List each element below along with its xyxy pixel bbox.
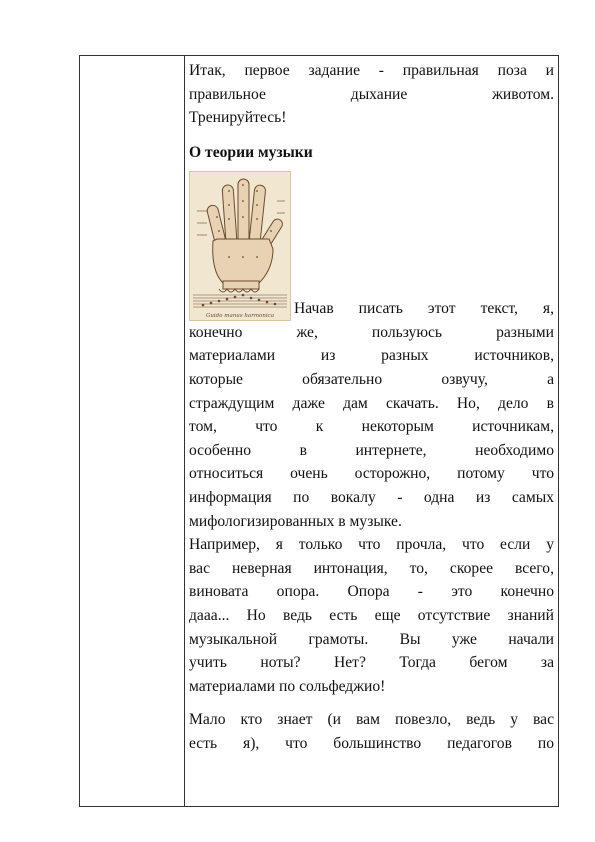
text-line: виновата опора. Опора - это конечно [189, 583, 554, 601]
paragraph-example [189, 533, 554, 698]
text-line: правильное дыхание животом. [189, 85, 554, 103]
text-line: материалами из разных источников, [189, 347, 554, 365]
section-heading: О теории музыки [189, 143, 313, 161]
text-line: Итак, первое задание - правильная поза и [189, 62, 554, 79]
text-line: дааа... Но ведь есть еще отсутствие знаний [189, 606, 554, 624]
text-line: страждущим даже дам скачать. Но, дело в [189, 394, 554, 412]
guidonian-hand-icon [189, 171, 291, 321]
text-line: том, что к некоторым источникам, [189, 418, 554, 436]
paragraph-teachers [189, 708, 554, 755]
text-line: учить ноты? Нет? Тогда бегом за [189, 654, 554, 672]
content-cell [189, 59, 554, 755]
paragraph-gap [189, 698, 554, 708]
text-line: относиться очень осторожно, потому что [189, 465, 554, 483]
text-line: есть я), что большинство педагогов по [189, 734, 554, 752]
text-line: которые обязательно озвучу, а [189, 370, 554, 388]
text-line: вас неверная интонация, то, скорее всего, [189, 559, 554, 577]
text-line: Мало кто знает (и вам повезло, ведь у вас [189, 711, 554, 729]
text-line: материалами по сольфеджио! [189, 677, 386, 695]
text-line: Например, я только что прочла, что если у [189, 536, 554, 554]
paragraph-intro [189, 59, 554, 130]
text-line: Тренируйтесь! [189, 109, 287, 127]
column-divider [184, 56, 185, 806]
text-line: конечно же, пользуюсь разными [189, 323, 554, 341]
engraving-caption: Guido manus harmonica [205, 312, 275, 319]
text-line: мифологизированных в музыке. [189, 512, 402, 530]
text-line: особенно в интернете, необходимо [189, 441, 554, 459]
paragraph-sources [189, 321, 554, 533]
text-line: музыкальной грамоты. Вы уже начали [189, 630, 554, 648]
image-with-text [189, 171, 554, 321]
image-trailing-text: Начав писать этот текст, я, [294, 300, 554, 318]
text-line: информация по вокалу - одна из самых [189, 488, 554, 506]
